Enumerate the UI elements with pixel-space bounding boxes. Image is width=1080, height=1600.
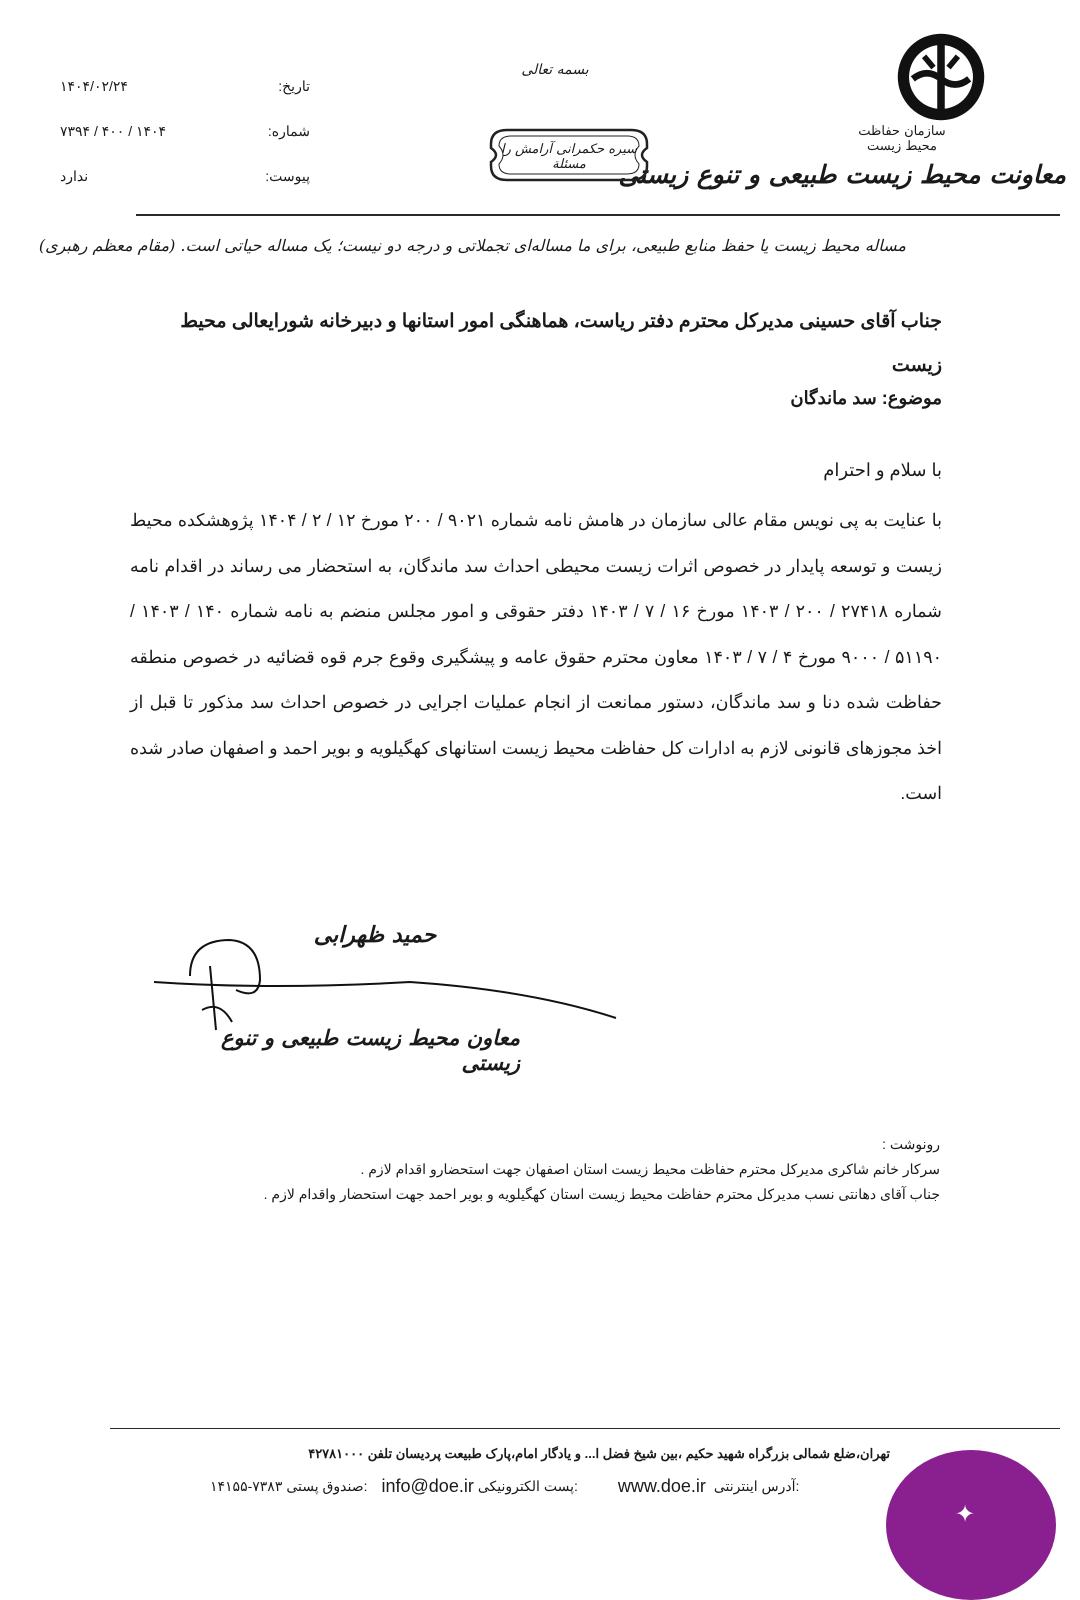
addressee: جناب آقای حسینی مدیرکل محترم دفتر ریاست، هماهنگی امور استانها و دبیرخانه شورایعالی محیط زیست <box>180 311 942 376</box>
number-row <box>60 109 310 154</box>
postal-value: ۱۴۱۵۵-۷۳۸۳ <box>210 1478 283 1494</box>
footer-divider <box>110 1428 1060 1429</box>
footer-address: تهران،ضلع شمالی بزرگراه شهید حکیم ،بین شیخ فضل ا... و یادگار امام،پارک طبیعت پردیسان تلفن ۴۲۷۸۱۰۰۰ <box>308 1446 890 1461</box>
email-link[interactable]: info@doe.ir <box>381 1476 474 1496</box>
greeting: با سلام و احترام <box>823 460 942 480</box>
doe-logo-emblem <box>894 30 988 124</box>
leader-quote: مساله محیط زیست یا حفظ منابع طبیعی، برای ما مساله‌ای تجملاتی و درجه دو نیست؛ یک مساله حیاتی است. (مقام معظم رهبری) <box>38 236 906 255</box>
postal-label: صندوق پستی: <box>286 1478 368 1494</box>
cc-line: جناب آقای دهانتی نسب مدیرکل محترم حفاظت محیط زیست استان کهگیلویه و بویر احمد جهت استحضار واقدام لازم . <box>263 1186 940 1202</box>
attachment-label: پیوست: <box>265 168 310 184</box>
header-divider <box>136 214 1060 216</box>
org-name: سازمان حفاظت محیط زیست <box>858 124 946 154</box>
number-value: ۱۴۰۴ / ۴۰۰ / ۷۳۹۴ <box>60 123 167 139</box>
attachment-row <box>60 154 310 199</box>
website-link[interactable]: www.doe.ir <box>617 1476 706 1496</box>
subject: موضوع: سد ماندگان <box>790 388 942 408</box>
website-label: آدرس اینترنتی: <box>713 1478 800 1494</box>
date-label: تاریخ: <box>278 78 310 94</box>
attachment-value: ندارد <box>60 168 89 184</box>
cc-line: سرکار خانم شاکری مدیرکل محترم حفاظت محیط زیست استان اصفهان جهت استحضارو اقدام لازم . <box>360 1161 940 1177</box>
bismillah: بسمه تعالی <box>521 62 589 78</box>
signer-title: معاون محیط زیست طبیعی و تنوع زیستی <box>220 1025 520 1075</box>
letter-meta <box>60 64 310 199</box>
motto-text: سیره حکمرانی آرامش را مسئلة <box>500 142 638 172</box>
email-label: پست الکترونیکی: <box>477 1478 578 1494</box>
cc-label: رونوشت : <box>882 1136 940 1152</box>
date-value: ۱۴۰۴/۰۲/۲۴ <box>60 78 128 94</box>
footer-contact <box>210 1476 890 1497</box>
number-label: شماره: <box>267 123 310 139</box>
cc-block <box>130 1132 940 1207</box>
signer-name: حمید ظهرابی <box>313 922 437 948</box>
department-title: معاونت محیط زیست طبیعی و تنوع زیستی <box>618 160 1066 189</box>
letter-body: با عنایت به پی نویس مقام عالی سازمان در هامش نامه شماره ۹۰۲۱ / ۲۰۰ مورخ ۱۲ / ۲ / ۱۴۰۴ پژوهشکده محیط زیست و توسعه پایدار در خصوص اثرات زیست محیطی احداث سد ماندگان، به استحضار می رساند در اقدام نامه شماره ۲۷۴۱۸ / ۲۰۰ / ۱۴۰۳ مورخ ۱۶ / ۷ / ۱۴۰۳ دفتر حقوقی و امور مجلس منضم به نامه شماره ۱۴۰ / ۱۴۰۳ / ۵۱۱۹۰ / ۹۰۰۰ مورخ ۴ / ۷ / ۱۴۰۳ معاون محترم حقوق عامه و پیشگیری وقوع جرم قوه قضائیه در خصوص منطقه حفاظت شده دنا و سد ماندگان، دستور ممانعت از انجام عملیات اجرایی در خصوص احداث سد مذکور تا قبل از اخذ مجوزهای قانونی لازم به ادارات کل حفاظت محیط زیست استانهای کهگیلویه و بویر احمد و اصفهان صادر شده است. <box>130 510 943 803</box>
sparkle-icon: ✦ <box>954 1500 976 1528</box>
date-row <box>60 64 310 109</box>
